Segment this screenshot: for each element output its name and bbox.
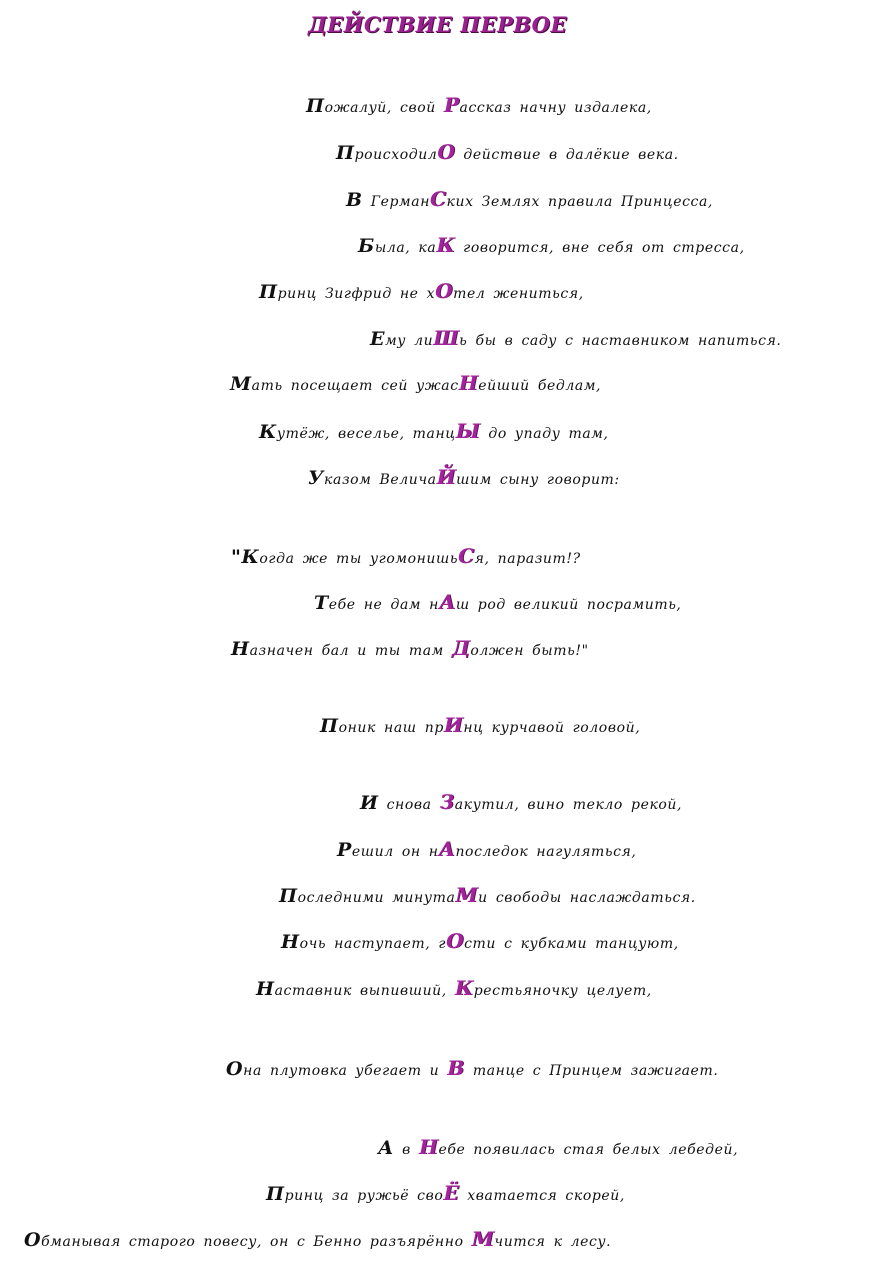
drop-cap: П: [336, 142, 355, 164]
highlight-letter: Ш: [433, 326, 460, 350]
drop-cap: О: [226, 1058, 244, 1080]
highlight-letter: Н: [458, 371, 479, 395]
highlight-letter: С: [458, 544, 475, 568]
highlight-letter: Ё: [443, 1181, 460, 1205]
poem-line: [360, 791, 682, 816]
line-text: действие в далёкие века.: [455, 147, 679, 163]
poem-line: [308, 466, 620, 491]
line-text: огда же ты угомонишь: [259, 551, 459, 567]
line-text: акутил, вино текло рекой,: [454, 797, 683, 813]
line-text: танце с Принцем зажигает.: [464, 1063, 719, 1079]
drop-cap: К: [259, 421, 277, 443]
highlight-letter: Й: [436, 465, 457, 489]
line-text: ебе не дам н: [328, 597, 439, 613]
drop-cap: В: [346, 189, 363, 211]
drop-cap: П: [320, 715, 339, 737]
line-text: му ли: [385, 333, 434, 349]
line-text: чится к лесу.: [494, 1234, 612, 1250]
highlight-letter: И: [443, 713, 464, 737]
line-text: на плутовка убегает и: [243, 1063, 448, 1079]
line-text: оник наш пр: [338, 720, 444, 736]
poem-line: [358, 234, 745, 259]
line-text: оследними минута: [297, 890, 456, 906]
highlight-letter: Ы: [455, 419, 481, 443]
highlight-letter: О: [435, 279, 454, 303]
line-text: ать посещает сей ужас: [251, 378, 459, 394]
drop-cap: А: [378, 1137, 395, 1159]
drop-cap: М: [230, 373, 252, 395]
poem-line: [230, 372, 601, 397]
line-text: ейший бедлам,: [478, 378, 602, 394]
line-text: сти с кубками танцуют,: [464, 936, 679, 952]
drop-cap: Е: [370, 328, 386, 350]
poem-line: [279, 884, 696, 909]
line-text: ыла, ка: [374, 240, 437, 256]
poem-line: [346, 188, 713, 213]
poem-line: [336, 141, 679, 166]
poem-line: [378, 1136, 738, 1161]
poem-line: [256, 977, 652, 1002]
highlight-letter: О: [437, 140, 456, 164]
line-text: ешил он н: [351, 844, 439, 860]
highlight-letter: Н: [418, 1135, 439, 1159]
highlight-letter: В: [447, 1056, 465, 1080]
line-text: хватается скорей,: [459, 1188, 625, 1204]
poem-line: [320, 714, 640, 739]
drop-cap: П: [279, 885, 298, 907]
highlight-letter: А: [438, 590, 456, 614]
highlight-letter: А: [438, 837, 456, 861]
poem-line: [370, 327, 782, 352]
line-text: азначен бал и ты там: [249, 643, 452, 659]
drop-cap: Р: [337, 839, 352, 861]
drop-cap: И: [360, 792, 379, 814]
line-text: очь наступает, г: [299, 936, 447, 952]
line-text: роисходил: [354, 147, 438, 163]
line-text: казом Велича: [324, 472, 437, 488]
highlight-letter: М: [455, 883, 479, 907]
drop-cap: "К: [231, 546, 260, 568]
line-text: олжен быть!": [470, 643, 589, 659]
poem-line: [231, 545, 581, 570]
highlight-letter: Р: [443, 93, 460, 117]
drop-cap: У: [308, 467, 325, 489]
line-text: ш род великий посрамить,: [455, 597, 682, 613]
line-text: рестьяночку целует,: [473, 983, 652, 999]
line-text: и свободы наслаждаться.: [478, 890, 696, 906]
poem-line: [259, 280, 584, 305]
poem-line: [24, 1228, 611, 1253]
drop-cap: Н: [231, 638, 250, 660]
line-text: ассказ начну издалека,: [459, 100, 652, 116]
line-text: ожалуй, свой: [324, 100, 444, 116]
line-text: до упаду там,: [480, 426, 609, 442]
poem-line: [231, 637, 589, 662]
line-text: утёж, веселье, танц: [276, 426, 456, 442]
drop-cap: Н: [281, 931, 300, 953]
drop-cap: О: [24, 1229, 42, 1251]
highlight-letter: О: [446, 929, 465, 953]
line-text: нц курчавой головой,: [463, 720, 641, 736]
poem-line: [306, 94, 652, 119]
drop-cap: Т: [314, 592, 329, 614]
line-text: ринц Зигфрид не х: [277, 286, 436, 302]
poem-line: [266, 1182, 625, 1207]
line-text: снова: [378, 797, 440, 813]
line-text: ринц за ружьё сво: [284, 1188, 444, 1204]
highlight-letter: М: [471, 1227, 495, 1251]
poem-line: [226, 1057, 718, 1082]
line-text: ь бы в саду с наставником напиться.: [459, 333, 782, 349]
poem-line: [337, 838, 636, 863]
poem-line: [314, 591, 681, 616]
line-text: Герман: [362, 194, 431, 210]
line-text: ких Землях правила Принцесса,: [446, 194, 713, 210]
drop-cap: П: [259, 281, 278, 303]
line-text: в: [394, 1142, 419, 1158]
page-title: ДЕЙСТВИЕ ПЕРВОЕ: [308, 12, 567, 37]
line-text: ебе появилась стая белых лебедей,: [438, 1142, 739, 1158]
line-text: я, паразит!?: [474, 551, 581, 567]
line-text: последок нагуляться,: [455, 844, 637, 860]
poem-line: [259, 420, 609, 445]
highlight-letter: С: [430, 187, 447, 211]
line-text: бманывая старого повесу, он с Бенно разъярённо: [41, 1234, 472, 1250]
poem-line: [281, 930, 679, 955]
highlight-letter: Д: [451, 636, 471, 660]
line-text: тел жениться,: [453, 286, 584, 302]
highlight-letter: З: [439, 790, 455, 814]
drop-cap: П: [306, 95, 325, 117]
line-text: шим сыну говорит:: [456, 472, 620, 488]
drop-cap: Н: [256, 978, 275, 1000]
drop-cap: П: [266, 1183, 285, 1205]
highlight-letter: К: [454, 976, 474, 1000]
highlight-letter: К: [436, 233, 456, 257]
drop-cap: Б: [358, 235, 375, 257]
line-text: говорится, вне себя от стресса,: [455, 240, 745, 256]
line-text: аставник выпивший,: [274, 983, 455, 999]
